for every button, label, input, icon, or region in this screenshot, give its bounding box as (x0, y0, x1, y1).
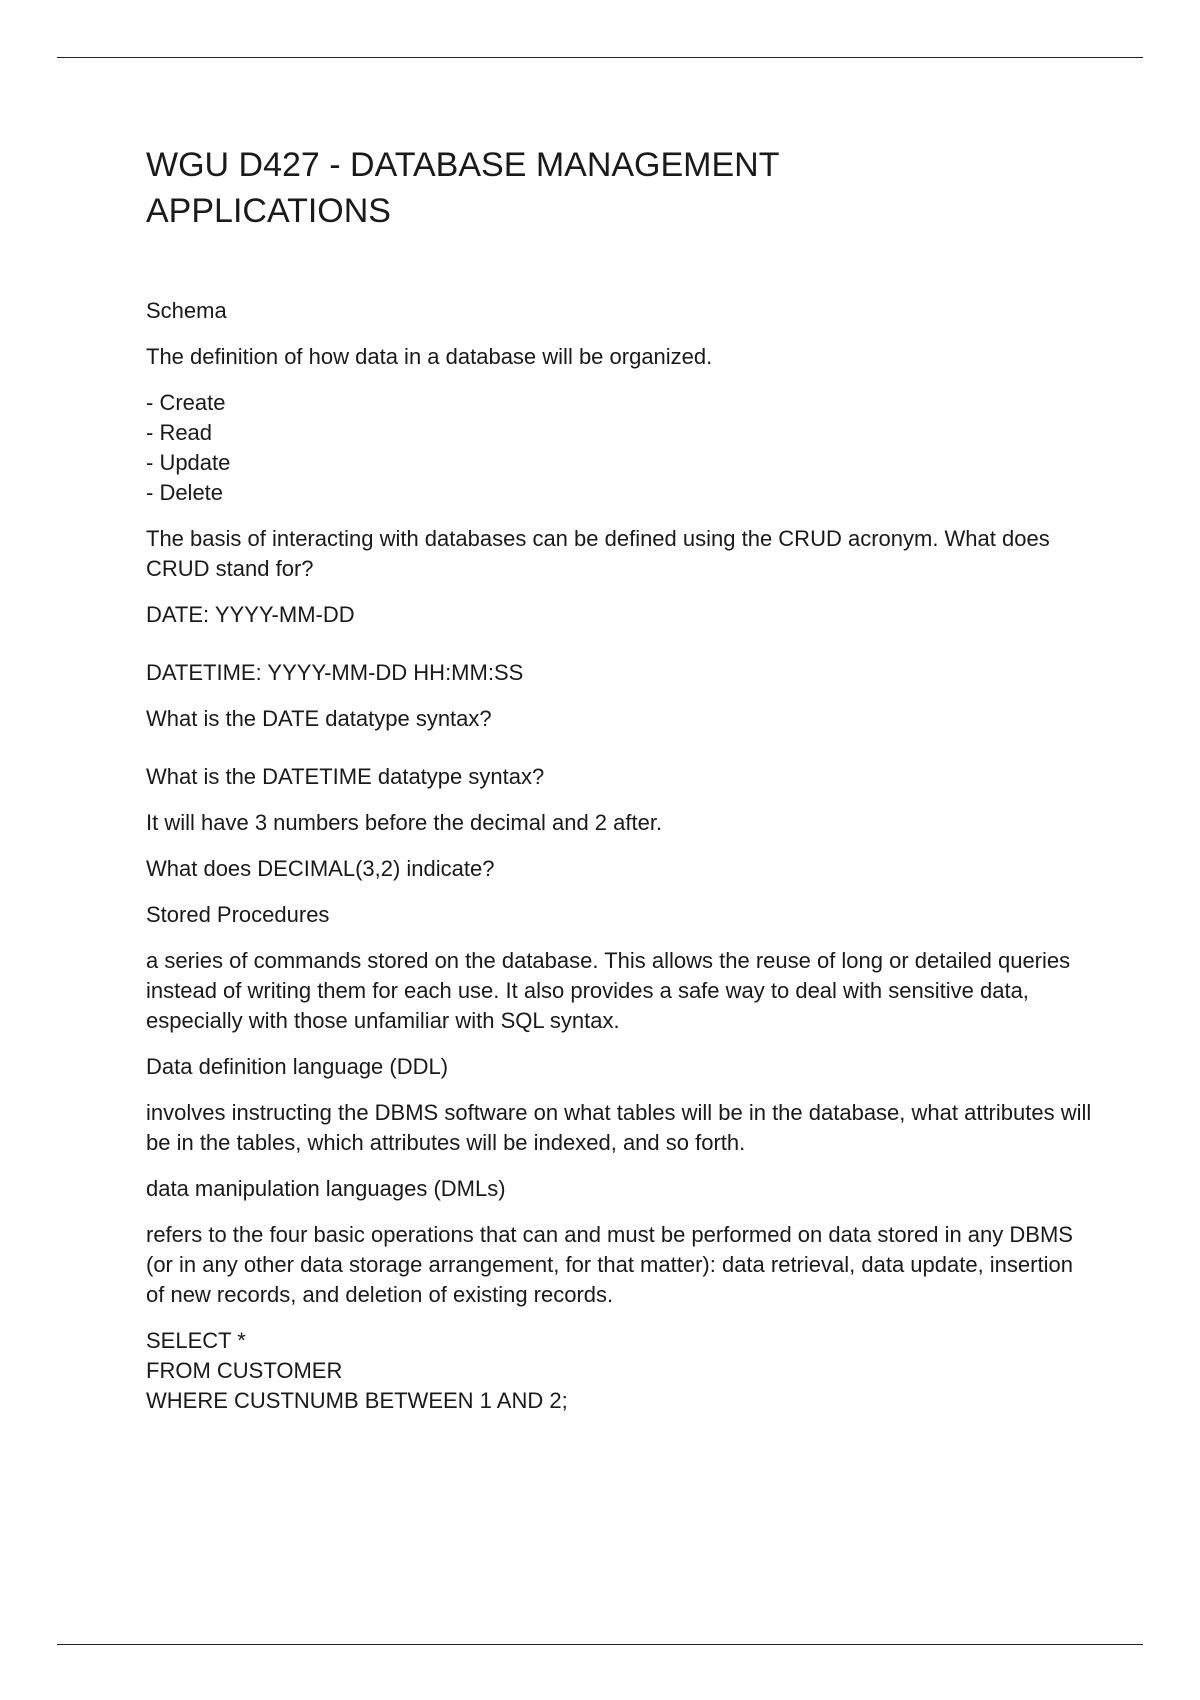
stored-procedures-term: Stored Procedures (146, 902, 330, 927)
list-item: - Update (146, 450, 231, 475)
ddl-definition: involves instructing the DBMS software on what tables will be in the database, what attributes will be in the tables, which attributes will be indexed, and so forth. (146, 1100, 1092, 1155)
title-line-2: APPLICATIONS (146, 192, 391, 230)
list-item: - Read (146, 420, 213, 445)
stored-procedures-definition: a series of commands stored on the database. This allows the reuse of long or detailed queries instead of writing them for each use. It also provides a safe way to deal with sensitive data, especially with those unfamiliar with SQL syntax. (146, 948, 1071, 1033)
decimal-question: What does DECIMAL(3,2) indicate? (146, 856, 495, 881)
sql-line: FROM CUSTOMER (146, 1358, 343, 1383)
crud-list (146, 388, 1096, 508)
top-divider (57, 57, 1143, 58)
datetime-question: What is the DATETIME datatype syntax? (146, 764, 545, 789)
list-item: - Create (146, 390, 226, 415)
datetime-syntax: DATETIME: YYYY-MM-DD HH:MM:SS (146, 660, 524, 685)
date-question: What is the DATE datatype syntax? (146, 706, 492, 731)
crud-question: The basis of interacting with databases can be defined using the CRUD acronym. What does CRUD stand for? (146, 526, 1050, 581)
bottom-divider (57, 1644, 1143, 1645)
schema-term: Schema (146, 298, 227, 323)
dml-term: data manipulation languages (DMLs) (146, 1176, 506, 1201)
title-line-1: WGU D427 - DATABASE MANAGEMENT (146, 146, 780, 184)
schema-definition: The definition of how data in a database will be organized. (146, 344, 713, 369)
list-item: - Delete (146, 480, 224, 505)
sql-query (146, 1326, 1096, 1416)
page-title (146, 142, 1106, 234)
dml-definition: refers to the four basic operations that can and must be performed on data stored in any DBMS (or in any other data storage arrangement, for that matter): data retrieval, data update, insertion of new records, and deletion of existing records. (146, 1222, 1073, 1307)
ddl-term: Data definition language (DDL) (146, 1054, 449, 1079)
date-syntax: DATE: YYYY-MM-DD (146, 602, 355, 627)
document-body (146, 296, 1096, 1432)
sql-line: SELECT * (146, 1328, 246, 1353)
sql-line: WHERE CUSTNUMB BETWEEN 1 AND 2; (146, 1388, 568, 1413)
decimal-answer: It will have 3 numbers before the decimal and 2 after. (146, 810, 663, 835)
